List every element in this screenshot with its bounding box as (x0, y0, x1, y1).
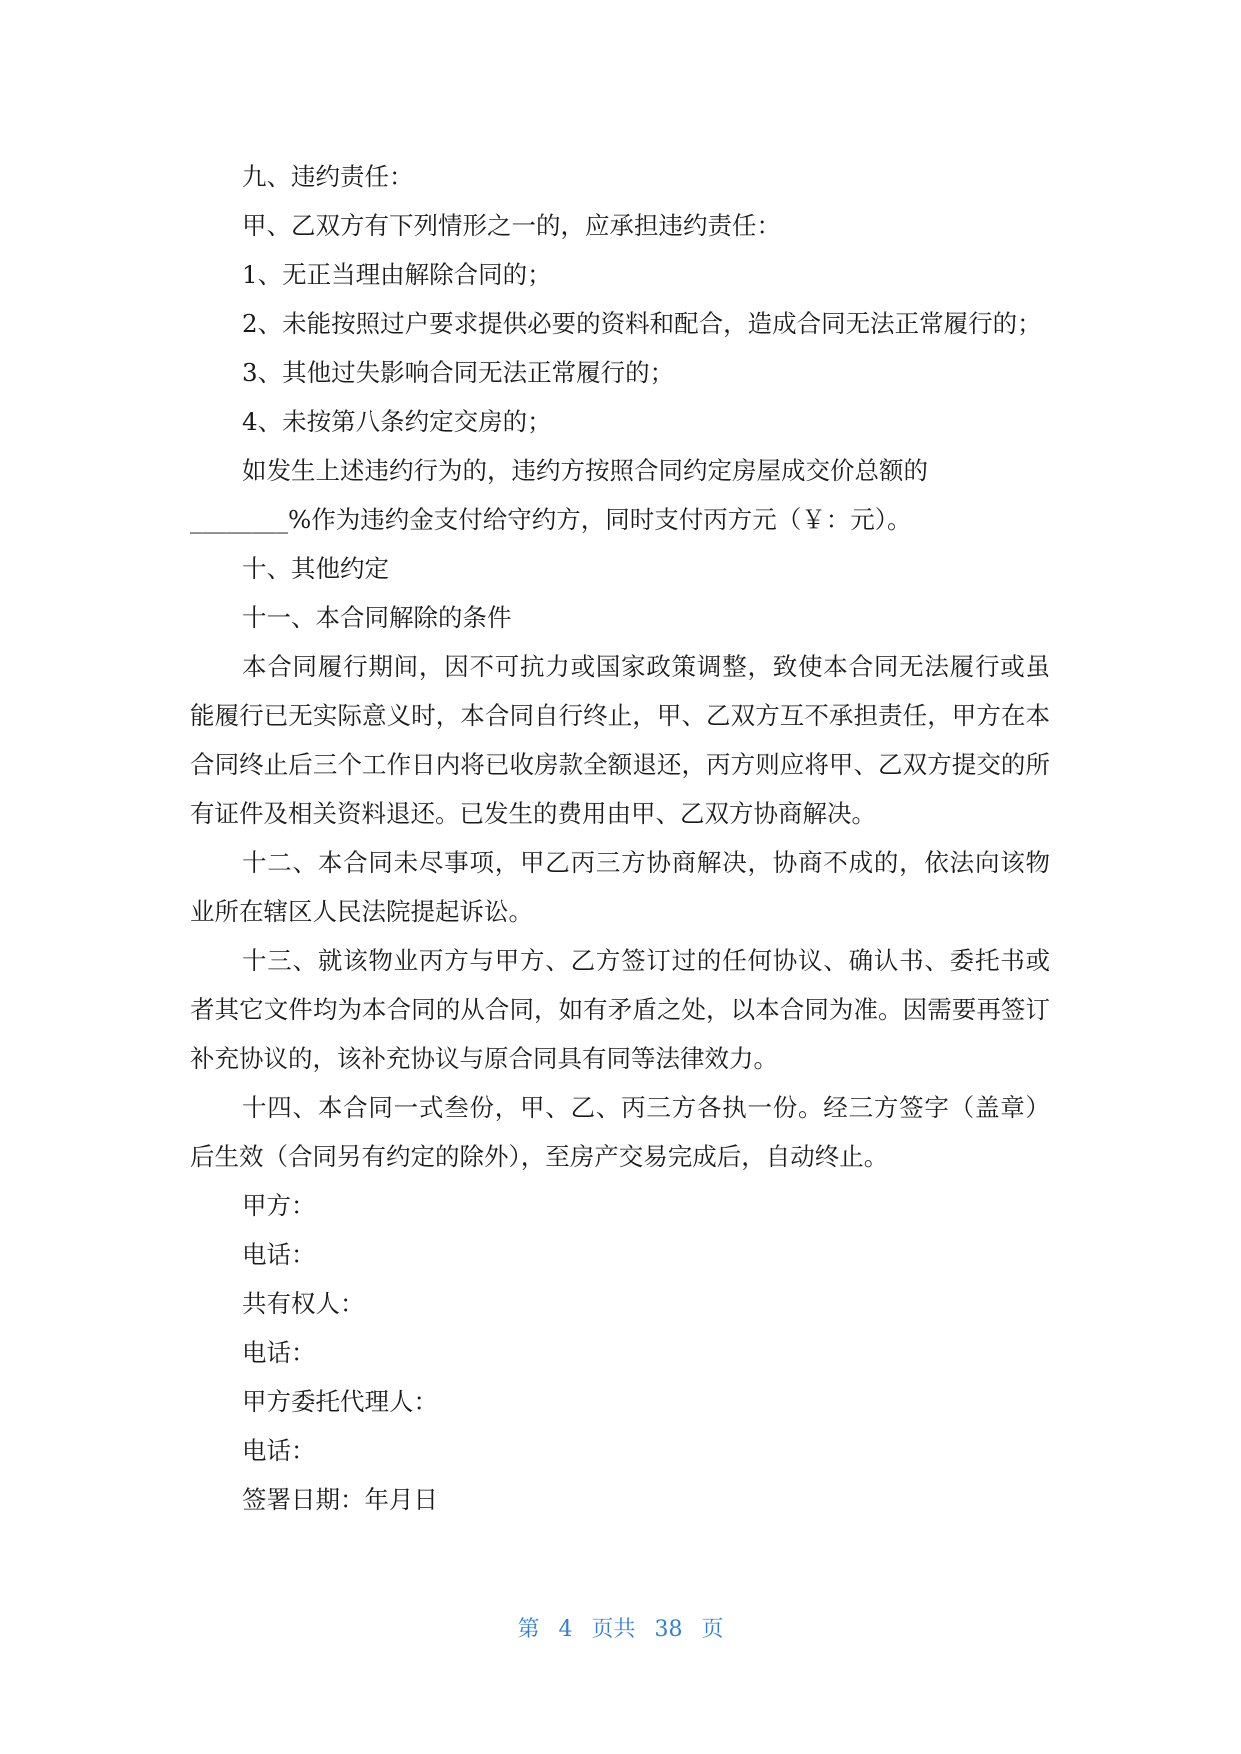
footer-suffix: 页 (701, 1617, 724, 1642)
signature-agent-a: 甲方委托代理人： (242, 1387, 438, 1416)
footer-middle: 页共 (591, 1617, 636, 1642)
section-heading-termination: 十一、本合同解除的条件 (242, 603, 512, 632)
page-footer (0, 1612, 1241, 1643)
paragraph-breach-intro: 甲、乙双方有下列情形之一的，应承担违约责任： (242, 211, 781, 240)
list-item-1: 1、无正当理由解除合同的； (242, 260, 552, 289)
signature-phone-a: 电话： (242, 1240, 316, 1269)
footer-total-pages: 38 (654, 1617, 683, 1642)
signature-date: 签署日期：年月日 (242, 1485, 438, 1514)
signature-party-a: 甲方： (242, 1191, 316, 1220)
paragraph-penalty-line2: ________%作为违约金支付给守约方，同时支付丙方元（￥：元）。 (190, 505, 912, 534)
section-heading-other: 十、其他约定 (242, 554, 389, 583)
footer-current-page: 4 (558, 1617, 573, 1642)
list-item-4: 4、未按第八条约定交房的； (242, 407, 552, 436)
paragraph-termination: 本合同履行期间，因不可抗力或国家政策调整，致使本合同无法履行或虽能履行已无实际意义时，本合同自行终止，甲、乙双方互不承担责任，甲方在本合同终止后三个工作日内将已收房款全额退还，丙方则应将甲、乙双方提交的所有证件及相关资料退还。已发生的费用由甲、乙双方协商解决。 (190, 652, 1050, 828)
signature-phone-agent: 电话： (242, 1436, 316, 1465)
signature-phone-co-owner: 电话： (242, 1338, 316, 1367)
signature-co-owner: 共有权人： (242, 1289, 365, 1318)
footer-prefix: 第 (517, 1617, 540, 1642)
paragraph-penalty-line1: 如发生上述违约行为的，违约方按照合同约定房屋成交价总额的 (242, 456, 928, 485)
paragraph-clause-12: 十二、本合同未尽事项，甲乙丙三方协商解决，协商不成的，依法向该物业所在辖区人民法院提起诉讼。 (190, 848, 1050, 926)
document-body (190, 152, 1050, 1524)
list-item-2: 2、未能按照过户要求提供必要的资料和配合，造成合同无法正常履行的； (242, 309, 1042, 338)
section-heading-breach: 九、违约责任： (242, 162, 414, 191)
paragraph-clause-13: 十三、就该物业丙方与甲方、乙方签订过的任何协议、确认书、委托书或者其它文件均为本合同的从合同，如有矛盾之处，以本合同为准。因需要再签订补充协议的，该补充协议与原合同具有同等法律效力。 (190, 946, 1050, 1073)
list-item-3: 3、其他过失影响合同无法正常履行的； (242, 358, 675, 387)
paragraph-clause-14: 十四、本合同一式叁份，甲、乙、丙三方各执一份。经三方签字（盖章）后生效（合同另有约定的除外），至房产交易完成后，自动终止。 (190, 1093, 1050, 1171)
